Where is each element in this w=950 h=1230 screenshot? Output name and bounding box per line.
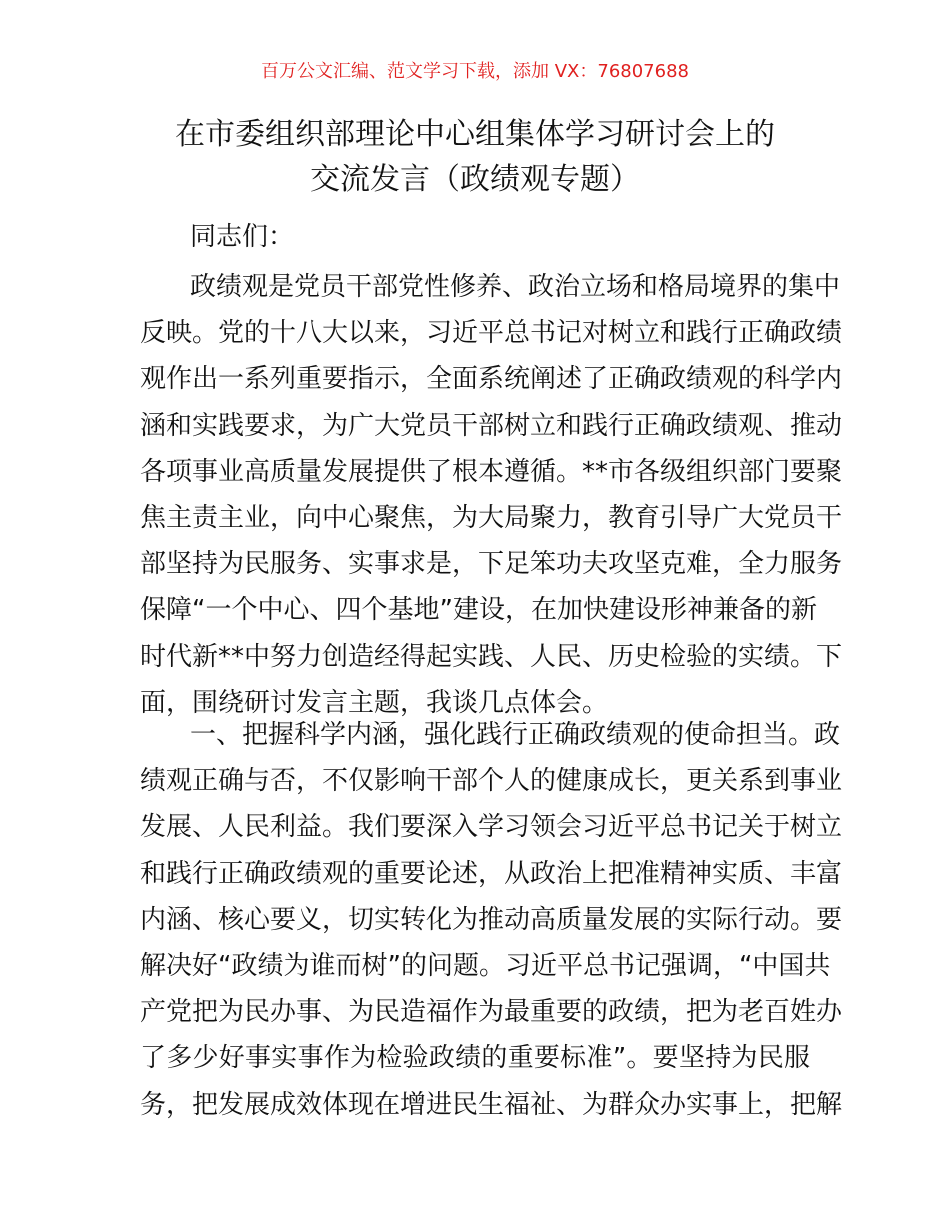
- paragraph-1-line: 焦主责主业，向中心聚焦，为大局聚力，教育引导广大党员干: [140, 503, 843, 533]
- paragraph-1-line: 部坚持为民服务、实事求是，下足笨功夫攻坚克难，全力服务: [140, 549, 843, 580]
- paragraph-2-line: 一、把握科学内涵，强化践行正确政绩观的使命担当。政: [190, 720, 841, 750]
- paragraph-2-line: 和践行正确政绩观的重要论述，从政治上把准精神实质、丰富: [140, 858, 843, 889]
- paragraph-2-line: 解决好“政绩为谁而树”的问题。习近平总书记强调，“中国共: [140, 951, 831, 981]
- paragraph-2-line: 绩观正确与否，不仅影响干部个人的健康成长，更关系到事业: [140, 766, 843, 797]
- paragraph-1-line: 观作出一系列重要指示，全面系统阐述了正确政绩观的科学内: [140, 364, 843, 395]
- document-title-line-1: 在市委组织部理论中心组集体学习研讨会上的: [175, 117, 775, 152]
- paragraph-1-line: 涵和实践要求，为广大党员干部树立和践行正确政绩观、推动: [140, 410, 843, 441]
- paragraph-1-line: 时代新**中努力创造经得起实践、人民、历史检验的实绩。下: [140, 641, 843, 672]
- paragraph-2-line: 务，把发展成效体现在增进民生福祉、为群众办实事上，把解: [140, 1089, 843, 1120]
- salutation: 同志们：: [190, 222, 295, 252]
- paragraph-2-line: 发展、人民利益。我们要深入学习领会习近平总书记关于树立: [140, 812, 843, 843]
- paragraph-1-line: 政绩观是党员干部党性修养、政治立场和格局境界的集中: [190, 272, 841, 302]
- paragraph-1-line: 保障“一个中心、四个基地”建设，在加快建设形神兼备的新: [140, 595, 817, 626]
- paragraph-2-line: 产党把为民办事、为民造福作为最重要的政绩，把为老百姓办: [140, 997, 843, 1028]
- paragraph-1-line: 各项事业高质量发展提供了根本遵循。**市各级组织部门要聚: [140, 456, 843, 487]
- watermark-banner: 百万公文汇编、范文学习下载，添加 VX：76807688: [261, 61, 689, 82]
- paragraph-1-line: 面，围绕研讨发言主题，我谈几点体会。: [140, 687, 609, 718]
- paragraph-2-line: 内涵、核心要义，切实转化为推动高质量发展的实际行动。要: [140, 904, 843, 935]
- paragraph-2-line: 了多少好事实事作为检验政绩的重要标准”。要坚持为民服: [140, 1043, 810, 1074]
- document-title-line-2: 交流发言（政绩观专题）: [310, 162, 640, 197]
- paragraph-1-line: 反映。党的十八大以来，习近平总书记对树立和践行正确政绩: [140, 318, 843, 349]
